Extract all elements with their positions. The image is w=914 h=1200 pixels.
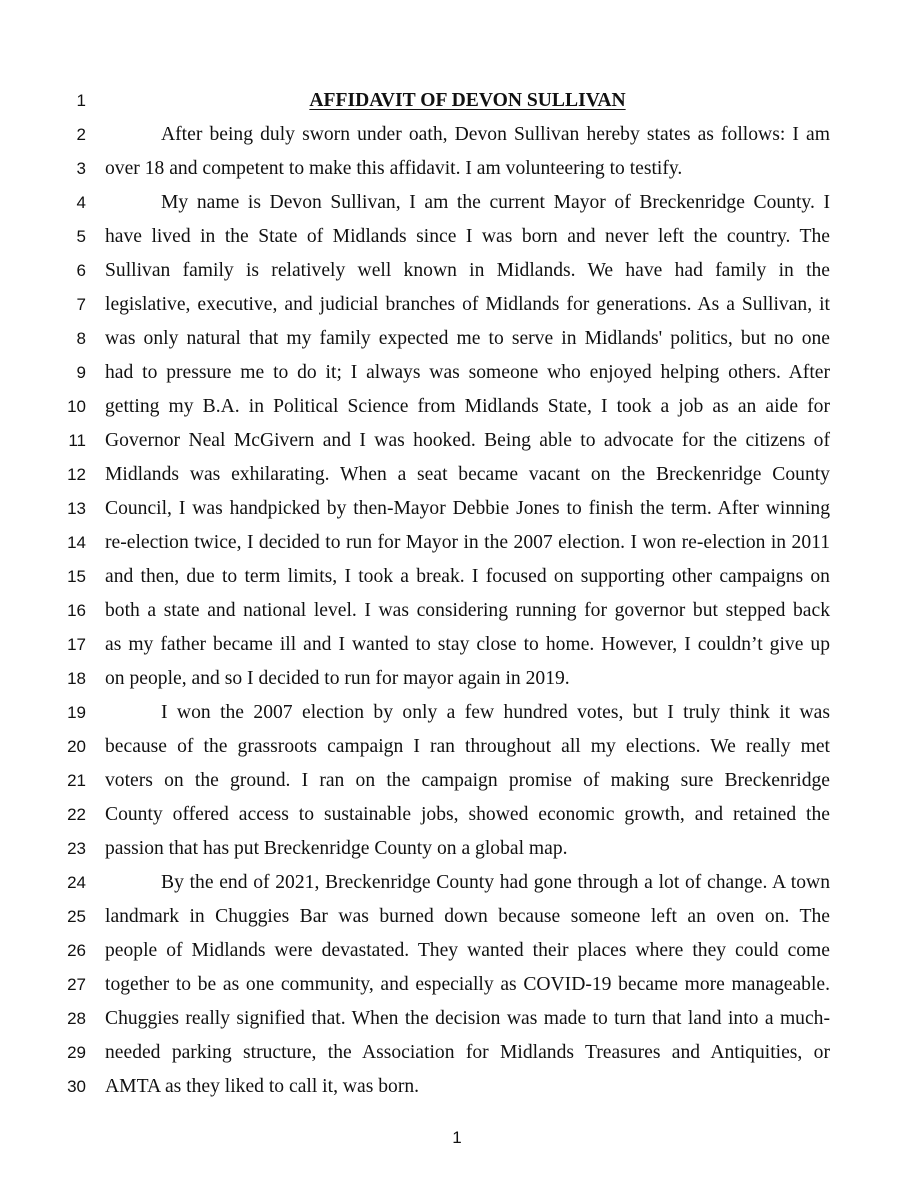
line-text: passion that has put Breckenridge County on a global map. bbox=[105, 838, 568, 859]
line-text: County offered access to sustainable jobs, showed economic growth, and retained the bbox=[105, 804, 830, 825]
page-number: 1 bbox=[452, 1128, 462, 1147]
line-text: landmark in Chuggies Bar was burned down because someone left an oven on. The bbox=[105, 906, 831, 927]
document-line bbox=[0, 1070, 914, 1104]
document-line bbox=[0, 866, 914, 900]
line-number: 20 bbox=[67, 737, 86, 756]
document-line bbox=[0, 1002, 914, 1036]
line-number: 3 bbox=[76, 159, 86, 178]
line-text: Sullivan family is relatively well known in Midlands. We have had family in the bbox=[105, 260, 831, 281]
line-number: 18 bbox=[67, 669, 86, 688]
line-text: had to pressure me to do it; I always was someone who enjoyed helping others. After bbox=[105, 362, 830, 383]
line-number: 21 bbox=[67, 771, 86, 790]
document-line bbox=[0, 254, 914, 288]
line-number: 17 bbox=[67, 635, 86, 654]
line-text: both a state and national level. I was considering running for governor but stepped back bbox=[105, 600, 831, 621]
line-number: 30 bbox=[67, 1077, 86, 1096]
line-number: 16 bbox=[67, 601, 86, 620]
line-text: and then, due to term limits, I took a break. I focused on supporting other campaigns on bbox=[105, 566, 830, 587]
line-text: By the end of 2021, Breckenridge County had gone through a lot of change. A town bbox=[161, 872, 830, 893]
line-number: 23 bbox=[67, 839, 86, 858]
line-text: together to be as one community, and especially as COVID-19 became more manageable. bbox=[105, 974, 830, 995]
document-line bbox=[0, 424, 914, 458]
document-line bbox=[0, 764, 914, 798]
line-number: 27 bbox=[67, 975, 86, 994]
line-number: 25 bbox=[67, 907, 86, 926]
document-line bbox=[0, 968, 914, 1002]
line-number: 13 bbox=[67, 499, 86, 518]
document-line bbox=[0, 492, 914, 526]
line-text: Midlands was exhilarating. When a seat became vacant on the Breckenridge County bbox=[105, 464, 830, 485]
line-text: people of Midlands were devastated. They wanted their places where they could come bbox=[105, 940, 830, 961]
document-line bbox=[0, 390, 914, 424]
line-text: Council, I was handpicked by then-Mayor Debbie Jones to finish the term. After winning bbox=[105, 498, 830, 519]
document-line bbox=[0, 594, 914, 628]
line-number: 5 bbox=[76, 227, 86, 246]
line-number: 8 bbox=[76, 329, 86, 348]
line-text: was only natural that my family expected me to serve in Midlands' politics, but no one bbox=[105, 328, 830, 349]
line-number: 9 bbox=[76, 363, 86, 382]
line-text: My name is Devon Sullivan, I am the current Mayor of Breckenridge County. I bbox=[161, 192, 830, 213]
document-line bbox=[0, 322, 914, 356]
document-line bbox=[0, 798, 914, 832]
document-line bbox=[0, 118, 914, 152]
line-text: have lived in the State of Midlands since I was born and never left the country. The bbox=[105, 226, 830, 247]
document-line bbox=[0, 662, 914, 696]
document-line bbox=[0, 832, 914, 866]
line-text: over 18 and competent to make this affidavit. I am volunteering to testify. bbox=[105, 158, 683, 179]
document-line bbox=[0, 934, 914, 968]
line-text: After being duly sworn under oath, Devon Sullivan hereby states as follows: I am bbox=[161, 124, 830, 145]
document-line bbox=[0, 696, 914, 730]
document-line bbox=[0, 356, 914, 390]
line-number: 12 bbox=[67, 465, 86, 484]
document-line bbox=[0, 628, 914, 662]
line-number: 14 bbox=[67, 533, 86, 552]
line-number: 1 bbox=[76, 91, 86, 110]
line-number: 11 bbox=[68, 431, 86, 450]
line-number: 26 bbox=[67, 941, 86, 960]
document-line bbox=[0, 84, 914, 118]
line-number: 24 bbox=[67, 873, 86, 892]
line-number: 15 bbox=[67, 567, 86, 586]
line-text: Governor Neal McGivern and I was hooked. Being able to advocate for the citizens of bbox=[105, 430, 830, 451]
document-line bbox=[0, 1036, 914, 1070]
line-number: 7 bbox=[76, 295, 86, 314]
line-text: on people, and so I decided to run for mayor again in 2019. bbox=[105, 668, 570, 689]
document-line bbox=[0, 730, 914, 764]
line-text: because of the grassroots campaign I ran throughout all my elections. We really met bbox=[105, 736, 830, 757]
line-number: 10 bbox=[67, 397, 86, 416]
document-line bbox=[0, 186, 914, 220]
document-line bbox=[0, 526, 914, 560]
line-number: 22 bbox=[67, 805, 86, 824]
document-title: AFFIDAVIT OF DEVON SULLIVAN bbox=[309, 90, 626, 111]
document-line bbox=[0, 220, 914, 254]
line-number: 4 bbox=[76, 193, 86, 212]
line-number: 6 bbox=[76, 261, 86, 280]
line-text: getting my B.A. in Political Science from Midlands State, I took a job as an aide for bbox=[105, 396, 830, 417]
document-line bbox=[0, 900, 914, 934]
line-number: 19 bbox=[67, 703, 86, 722]
line-text: re-election twice, I decided to run for Mayor in the 2007 election. I won re-election in 2011 bbox=[105, 532, 830, 553]
line-text: needed parking structure, the Association for Midlands Treasures and Antiquities, or bbox=[105, 1042, 830, 1063]
document-line bbox=[0, 458, 914, 492]
line-text: as my father became ill and I wanted to stay close to home. However, I couldn’t give up bbox=[105, 634, 830, 655]
line-number: 28 bbox=[67, 1009, 86, 1028]
line-number: 2 bbox=[76, 125, 86, 144]
line-text: I won the 2007 election by only a few hundred votes, but I truly think it was bbox=[161, 702, 830, 723]
line-text: AMTA as they liked to call it, was born. bbox=[105, 1076, 420, 1097]
document-line bbox=[0, 152, 914, 186]
line-number: 29 bbox=[67, 1043, 86, 1062]
line-text: voters on the ground. I ran on the campaign promise of making sure Breckenridge bbox=[105, 770, 831, 791]
document-line bbox=[0, 560, 914, 594]
line-text: legislative, executive, and judicial branches of Midlands for generations. As a Sullivan, it bbox=[105, 294, 830, 315]
document-line bbox=[0, 288, 914, 322]
line-text: Chuggies really signified that. When the decision was made to turn that land into a much- bbox=[105, 1008, 831, 1029]
